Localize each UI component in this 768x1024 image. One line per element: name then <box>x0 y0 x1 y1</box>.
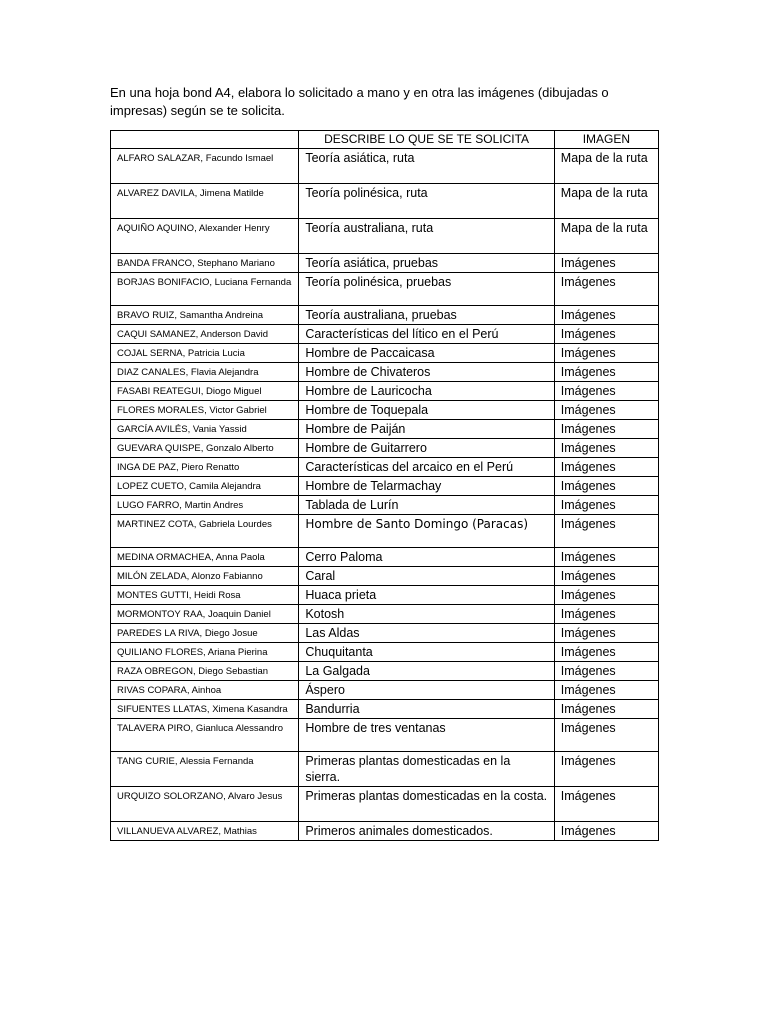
table-row <box>111 624 659 643</box>
topic-cell: Bandurria <box>299 700 554 719</box>
image-cell: Imágenes <box>554 420 658 439</box>
image-cell: Imágenes <box>554 700 658 719</box>
student-name-cell: BRAVO RUIZ, Samantha Andreina <box>111 306 299 325</box>
image-cell: Imágenes <box>554 822 658 841</box>
table-row <box>111 719 659 752</box>
student-name-cell: DIAZ CANALES, Flavia Alejandra <box>111 363 299 382</box>
topic-cell: Hombre de Guitarrero <box>299 439 554 458</box>
topic-cell: Tablada de Lurín <box>299 496 554 515</box>
image-cell: Imágenes <box>554 567 658 586</box>
topic-cell: Chuquitanta <box>299 643 554 662</box>
student-name-cell: RAZA OBREGON, Diego Sebastian <box>111 662 299 681</box>
table-row <box>111 420 659 439</box>
topic-cell: Primeras plantas domesticadas en la costa. <box>299 787 554 822</box>
student-name-cell: FASABI REATEGUI, Diogo Miguel <box>111 382 299 401</box>
table-row <box>111 363 659 382</box>
student-name-cell: MONTES GUTTI, Heidi Rosa <box>111 586 299 605</box>
table-row <box>111 325 659 344</box>
image-cell: Imágenes <box>554 401 658 420</box>
student-name-cell: SIFUENTES LLATAS, Ximena Kasandra <box>111 700 299 719</box>
image-cell: Imágenes <box>554 643 658 662</box>
image-cell: Mapa de la ruta <box>554 184 658 219</box>
student-name-cell: BORJAS BONIFACIO, Luciana Fernanda <box>111 273 299 306</box>
topic-cell: Caral <box>299 567 554 586</box>
student-name-cell: CAQUI SAMANEZ, Anderson David <box>111 325 299 344</box>
table-body <box>111 149 659 841</box>
table-row <box>111 496 659 515</box>
topic-cell: Características del arcaico en el Perú <box>299 458 554 477</box>
topic-cell: Teoría polinésica, ruta <box>299 184 554 219</box>
topic-cell: Teoría polinésica, pruebas <box>299 273 554 306</box>
topic-cell: Características del lítico en el Perú <box>299 325 554 344</box>
table-row <box>111 548 659 567</box>
image-cell: Imágenes <box>554 681 658 700</box>
image-cell: Imágenes <box>554 548 658 567</box>
topic-cell: Hombre de Telarmachay <box>299 477 554 496</box>
student-name-cell: AQUIÑO AQUINO, Alexander Henry <box>111 219 299 254</box>
table-row <box>111 643 659 662</box>
header-name <box>111 131 299 149</box>
table-row <box>111 382 659 401</box>
topic-cell: Hombre de Toquepala <box>299 401 554 420</box>
topic-cell: Kotosh <box>299 605 554 624</box>
table-row <box>111 567 659 586</box>
student-name-cell: URQUIZO SOLORZANO, Alvaro Jesus <box>111 787 299 822</box>
image-cell: Imágenes <box>554 325 658 344</box>
topic-cell: Teoría australiana, pruebas <box>299 306 554 325</box>
image-cell: Imágenes <box>554 439 658 458</box>
table-row <box>111 822 659 841</box>
image-cell: Imágenes <box>554 586 658 605</box>
image-cell: Imágenes <box>554 363 658 382</box>
table-row <box>111 344 659 363</box>
topic-cell: Áspero <box>299 681 554 700</box>
topic-cell: La Galgada <box>299 662 554 681</box>
header-describe: DESCRIBE LO QUE SE TE SOLICITA <box>299 131 554 149</box>
assignment-table <box>110 130 659 841</box>
table-row <box>111 586 659 605</box>
student-name-cell: GARCÍA AVILÉS, Vania Yassid <box>111 420 299 439</box>
image-cell: Imágenes <box>554 624 658 643</box>
student-name-cell: LUGO FARRO, Martin Andres <box>111 496 299 515</box>
table-row <box>111 787 659 822</box>
table-row <box>111 515 659 548</box>
table-row <box>111 605 659 624</box>
student-name-cell: ALFARO SALAZAR, Facundo Ismael <box>111 149 299 184</box>
image-cell: Imágenes <box>554 719 658 752</box>
student-name-cell: VILLANUEVA ALVAREZ, Mathias <box>111 822 299 841</box>
image-cell: Mapa de la ruta <box>554 149 658 184</box>
topic-cell: Huaca prieta <box>299 586 554 605</box>
student-name-cell: MILÓN ZELADA, Alonzo Fabianno <box>111 567 299 586</box>
image-cell: Imágenes <box>554 605 658 624</box>
table-row <box>111 254 659 273</box>
table-row <box>111 477 659 496</box>
student-name-cell: GUEVARA QUISPE, Gonzalo Alberto <box>111 439 299 458</box>
student-name-cell: PAREDES LA RIVA, Diego Josue <box>111 624 299 643</box>
student-name-cell: TANG CURIE, Alessia Fernanda <box>111 752 299 787</box>
student-name-cell: MEDINA ORMACHEA, Anna Paola <box>111 548 299 567</box>
student-name-cell: QUILIANO FLORES, Ariana Pierina <box>111 643 299 662</box>
table-row <box>111 306 659 325</box>
topic-cell: Cerro Paloma <box>299 548 554 567</box>
table-row <box>111 149 659 184</box>
topic-cell: Teoría australiana, ruta <box>299 219 554 254</box>
topic-cell: Las Aldas <box>299 624 554 643</box>
image-cell: Imágenes <box>554 254 658 273</box>
student-name-cell: BANDA FRANCO, Stephano Mariano <box>111 254 299 273</box>
topic-cell: Hombre de Paiján <box>299 420 554 439</box>
student-name-cell: RIVAS COPARA, Ainhoa <box>111 681 299 700</box>
student-name-cell: INGA DE PAZ, Piero Renatto <box>111 458 299 477</box>
image-cell: Imágenes <box>554 382 658 401</box>
image-cell: Imágenes <box>554 752 658 787</box>
image-cell: Imágenes <box>554 458 658 477</box>
image-cell: Imágenes <box>554 306 658 325</box>
table-header-row <box>111 131 659 149</box>
student-name-cell: MARTINEZ COTA, Gabriela Lourdes <box>111 515 299 548</box>
topic-cell: Hombre de Chivateros <box>299 363 554 382</box>
topic-cell: Primeros animales domesticados. <box>299 822 554 841</box>
student-name-cell: TALAVERA PIRO, Gianluca Alessandro <box>111 719 299 752</box>
table-row <box>111 439 659 458</box>
topic-cell: Primeras plantas domesticadas en la sierra. <box>299 752 554 787</box>
table-row <box>111 662 659 681</box>
instructions-paragraph: En una hoja bond A4, elabora lo solicitado a mano y en otra las imágenes (dibujadas o impresas) según se te solicita. <box>110 85 609 118</box>
image-cell: Imágenes <box>554 477 658 496</box>
image-cell: Imágenes <box>554 496 658 515</box>
student-name-cell: MORMONTOY RAA, Joaquin Daniel <box>111 605 299 624</box>
header-image: IMAGEN <box>554 131 658 149</box>
table-row <box>111 458 659 477</box>
student-name-cell: FLORES MORALES, Victor Gabriel <box>111 401 299 420</box>
topic-cell: Hombre de tres ventanas <box>299 719 554 752</box>
topic-cell: Teoría asiática, ruta <box>299 149 554 184</box>
table-row <box>111 752 659 787</box>
image-cell: Mapa de la ruta <box>554 219 658 254</box>
table-row <box>111 681 659 700</box>
table-row <box>111 401 659 420</box>
student-name-cell: COJAL SERNA, Patricia Lucia <box>111 344 299 363</box>
image-cell: Imágenes <box>554 787 658 822</box>
image-cell: Imágenes <box>554 515 658 548</box>
topic-cell: Hombre de Santo Domingo (Paracas) <box>299 515 554 548</box>
table-row <box>111 184 659 219</box>
topic-cell: Hombre de Paccaicasa <box>299 344 554 363</box>
table-row <box>111 219 659 254</box>
topic-cell: Hombre de Lauricocha <box>299 382 554 401</box>
table-row <box>111 700 659 719</box>
image-cell: Imágenes <box>554 344 658 363</box>
student-name-cell: ALVAREZ DAVILA, Jimena Matilde <box>111 184 299 219</box>
student-name-cell: LOPEZ CUETO, Camila Alejandra <box>111 477 299 496</box>
image-cell: Imágenes <box>554 662 658 681</box>
table-row <box>111 273 659 306</box>
image-cell: Imágenes <box>554 273 658 306</box>
topic-cell: Teoría asiática, pruebas <box>299 254 554 273</box>
